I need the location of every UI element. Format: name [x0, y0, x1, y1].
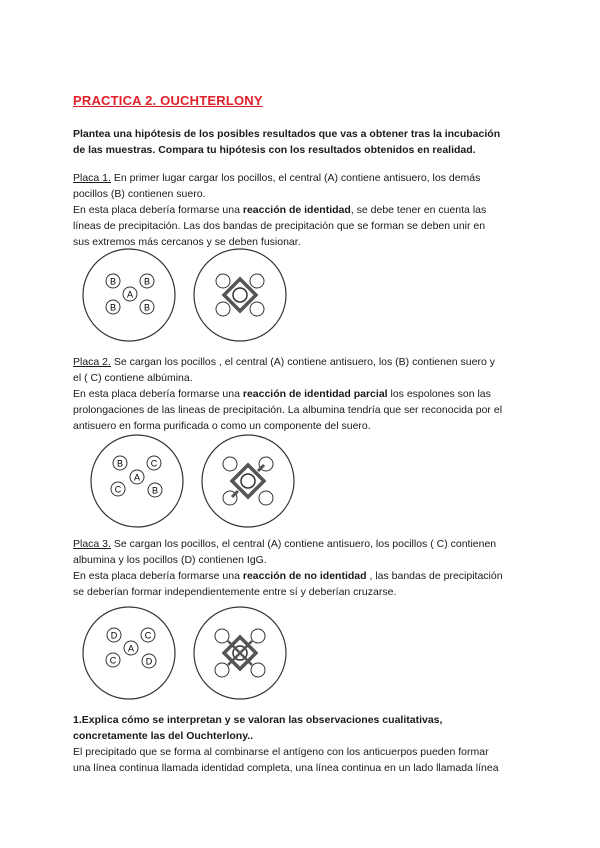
placa3-well-bl: C [109, 655, 117, 666]
placa1-plate-left [83, 249, 175, 341]
placa1-well-center: A [126, 289, 134, 300]
placa1-precipitation-band [224, 279, 256, 311]
placa2-well-tr: C [150, 458, 158, 469]
placa1-well-tl: B [109, 276, 117, 287]
placa1-diagram [80, 246, 300, 346]
placa2-well-tl: B [116, 458, 124, 469]
placa3-well-br: D [145, 656, 153, 667]
placa2-well-bl: C [114, 484, 122, 495]
placa2-well-center: A [133, 472, 141, 483]
intro-question: Plantea una hipótesis de los posibles resultados que vas a obtener tras la incubación de las muestras. Compara tu hipótesis con los resultados obtenidos en realidad. [73, 128, 501, 156]
placa3-label: Placa 3. [73, 538, 111, 550]
placa2-plate-left [91, 435, 183, 527]
placa1-label: Placa 1. [73, 172, 111, 184]
placa1-well-tr: B [143, 276, 151, 287]
placa1-text: Placa 1. En primer lugar cargar los pocillos, el central (A) contiene antisuero, los demás pocillos (B) contienen suero. En esta placa debería formarse una reacción de identidad, se debe tener en cuenta las líneas de precipitación. Las dos bandas de precipitación que se forman se deben unir en sus extremos más cercanos y se deben fusionar. [73, 172, 487, 248]
placa1-well-br: B [143, 302, 151, 313]
placa2-well-br: B [151, 485, 159, 496]
placa3-plate-right [194, 607, 286, 699]
placa3-diagram [80, 604, 300, 704]
placa3-text: Placa 3. Se cargan los pocillos, el central (A) contiene antisuero, los pocillos ( C) contienen albumina y los pocillos (D) contienen IgG. En esta placa debería formarse una reacción de no identidad , las bandas de precipitación se deberían formar independientemente entre sí y deberían cruzarse. [73, 538, 503, 598]
placa1-well-bl: B [109, 302, 117, 313]
question-1: 1.Explica cómo se interpretan y se valoran las observaciones cualitativas, concretamente las del Ouchterlony.. El precipitado que se forma al combinarse el antígeno con los anticuerpos pueden formar una línea continua llamada identidad completa, una línea continua en un lado llamada línea [73, 714, 499, 774]
placa2-diagram [88, 432, 308, 532]
page-title: PRACTICA 2. OUCHTERLONY [73, 93, 263, 108]
placa2-text: Placa 2. Se cargan los pocillos , el central (A) contiene antisuero, los (B) contienen suero y el ( C) contiene albúmina. En esta placa debería formarse una reacción de identidad parcial los espolones son las prolongaciones de las lineas de precipitación. La albumina tendría que ser reconocida por el antisuero en forma purificada o como un componente del suero. [73, 356, 503, 432]
placa3-well-tr: C [144, 630, 152, 641]
placa3-plate-left [83, 607, 175, 699]
placa2-plate-right [202, 435, 294, 527]
placa3-well-center: A [127, 643, 135, 654]
placa3-well-tl: D [110, 630, 118, 641]
placa2-label: Placa 2. [73, 356, 111, 368]
placa1-plate-right [194, 249, 286, 341]
